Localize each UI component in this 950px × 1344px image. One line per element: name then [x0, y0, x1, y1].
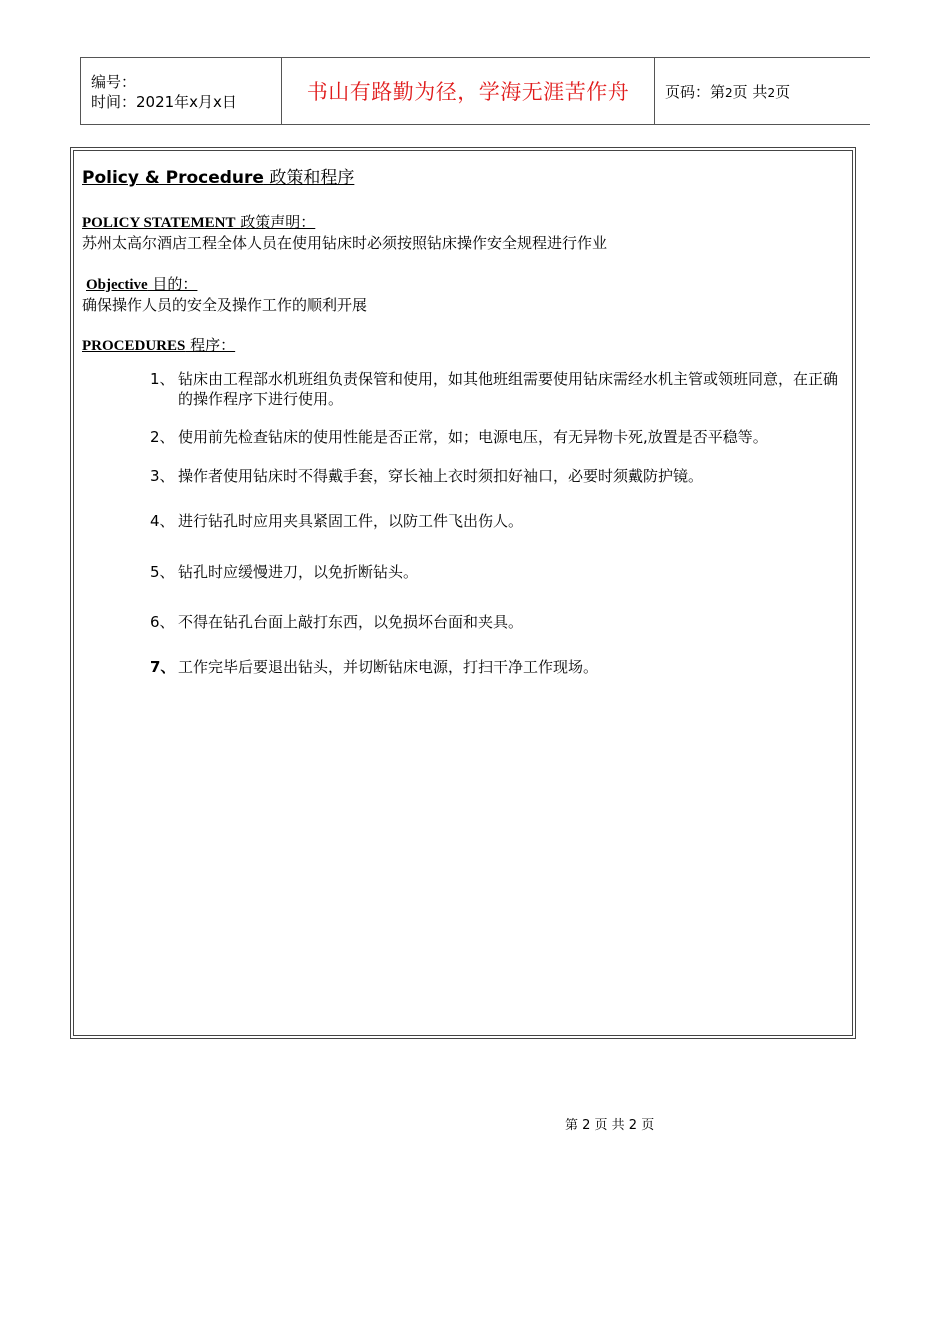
procedure-item [150, 612, 840, 632]
procedure-item [150, 369, 840, 409]
procedure-number: 5、 [150, 563, 175, 581]
objective-text: 确保操作人员的安全及操作工作的顺利开展 [82, 296, 368, 314]
page-total: 2 [767, 85, 776, 100]
procedures-label-en: PROCEDURES [82, 338, 186, 354]
policy-statement-label-en: POLICY STATEMENT [82, 215, 236, 231]
procedure-number: 4、 [150, 512, 175, 530]
procedure-text: 钻床由工程部水机班组负责保管和使用，如其他班组需要使用钻床需经水机主管或领班同意，在正确的操作程序下进行使用。 [178, 370, 839, 408]
procedure-number: 1、 [150, 370, 175, 388]
procedure-text: 进行钻孔时应用夹具紧固工件，以防工件飞出伤人。 [178, 512, 524, 530]
procedures-label-cn: 程序： [185, 336, 236, 354]
procedure-number: 6、 [150, 613, 175, 631]
procedure-item [150, 657, 840, 677]
procedure-item [150, 427, 840, 447]
objective-label-en: Objective [86, 277, 148, 293]
procedure-number: 7、 [150, 658, 176, 676]
page-current: 2 [725, 85, 733, 100]
procedures-heading [82, 334, 235, 355]
procedure-number: 3、 [150, 467, 175, 485]
policy-statement-text: 苏州太高尔酒店工程全体人员在使用钻床时必须按照钻床操作安全规程进行作业 [82, 234, 608, 252]
document-title-cn: 政策和程序 [263, 168, 355, 188]
policy-statement-label-cn: 政策声明： [235, 213, 316, 231]
procedure-text: 不得在钻孔台面上敲打东西，以免损坏台面和夹具。 [178, 613, 524, 631]
page-footer: 第 2 页 共 2 页 [565, 1118, 655, 1133]
policy-statement-heading [82, 211, 315, 232]
document-time-label: 时间：2021年x月x日 [91, 93, 237, 111]
document-title-en: Policy & Procedure [82, 168, 264, 188]
procedure-text: 工作完毕后要退出钻头，并切断钻床电源，打扫干净工作现场。 [178, 658, 599, 676]
page-prefix: 页码：第 [665, 82, 726, 101]
header-page-info [655, 81, 870, 102]
page-suffix: 页 [775, 82, 791, 101]
procedure-text: 钻孔时应缓慢进刀，以免折断钻头。 [178, 563, 419, 581]
header-left-cell [81, 58, 282, 125]
header-table [80, 57, 870, 125]
header-page-cell [655, 58, 871, 125]
procedure-text: 操作者使用钻床时不得戴手套，穿长袖上衣时须扣好袖口，必要时须戴防护镜。 [178, 467, 704, 485]
page-mid: 页 共 [732, 82, 768, 101]
header-motto: 书山有路勤为径，学海无涯苦作舟 [306, 80, 630, 104]
procedure-text: 使用前先检查钻床的使用性能是否正常，如；电源电压，有无异物卡死,放置是否平稳等。 [178, 428, 768, 446]
procedure-item [150, 562, 840, 582]
objective-label-cn: 目的： [147, 275, 198, 293]
procedure-number: 2、 [150, 428, 175, 446]
header-motto-cell [282, 58, 655, 125]
policy-document-box [70, 147, 856, 1039]
objective-heading [82, 273, 197, 294]
procedure-item [150, 466, 840, 486]
document-number-label: 编号： [91, 73, 137, 91]
document-title [82, 163, 354, 188]
procedure-item [150, 511, 840, 531]
